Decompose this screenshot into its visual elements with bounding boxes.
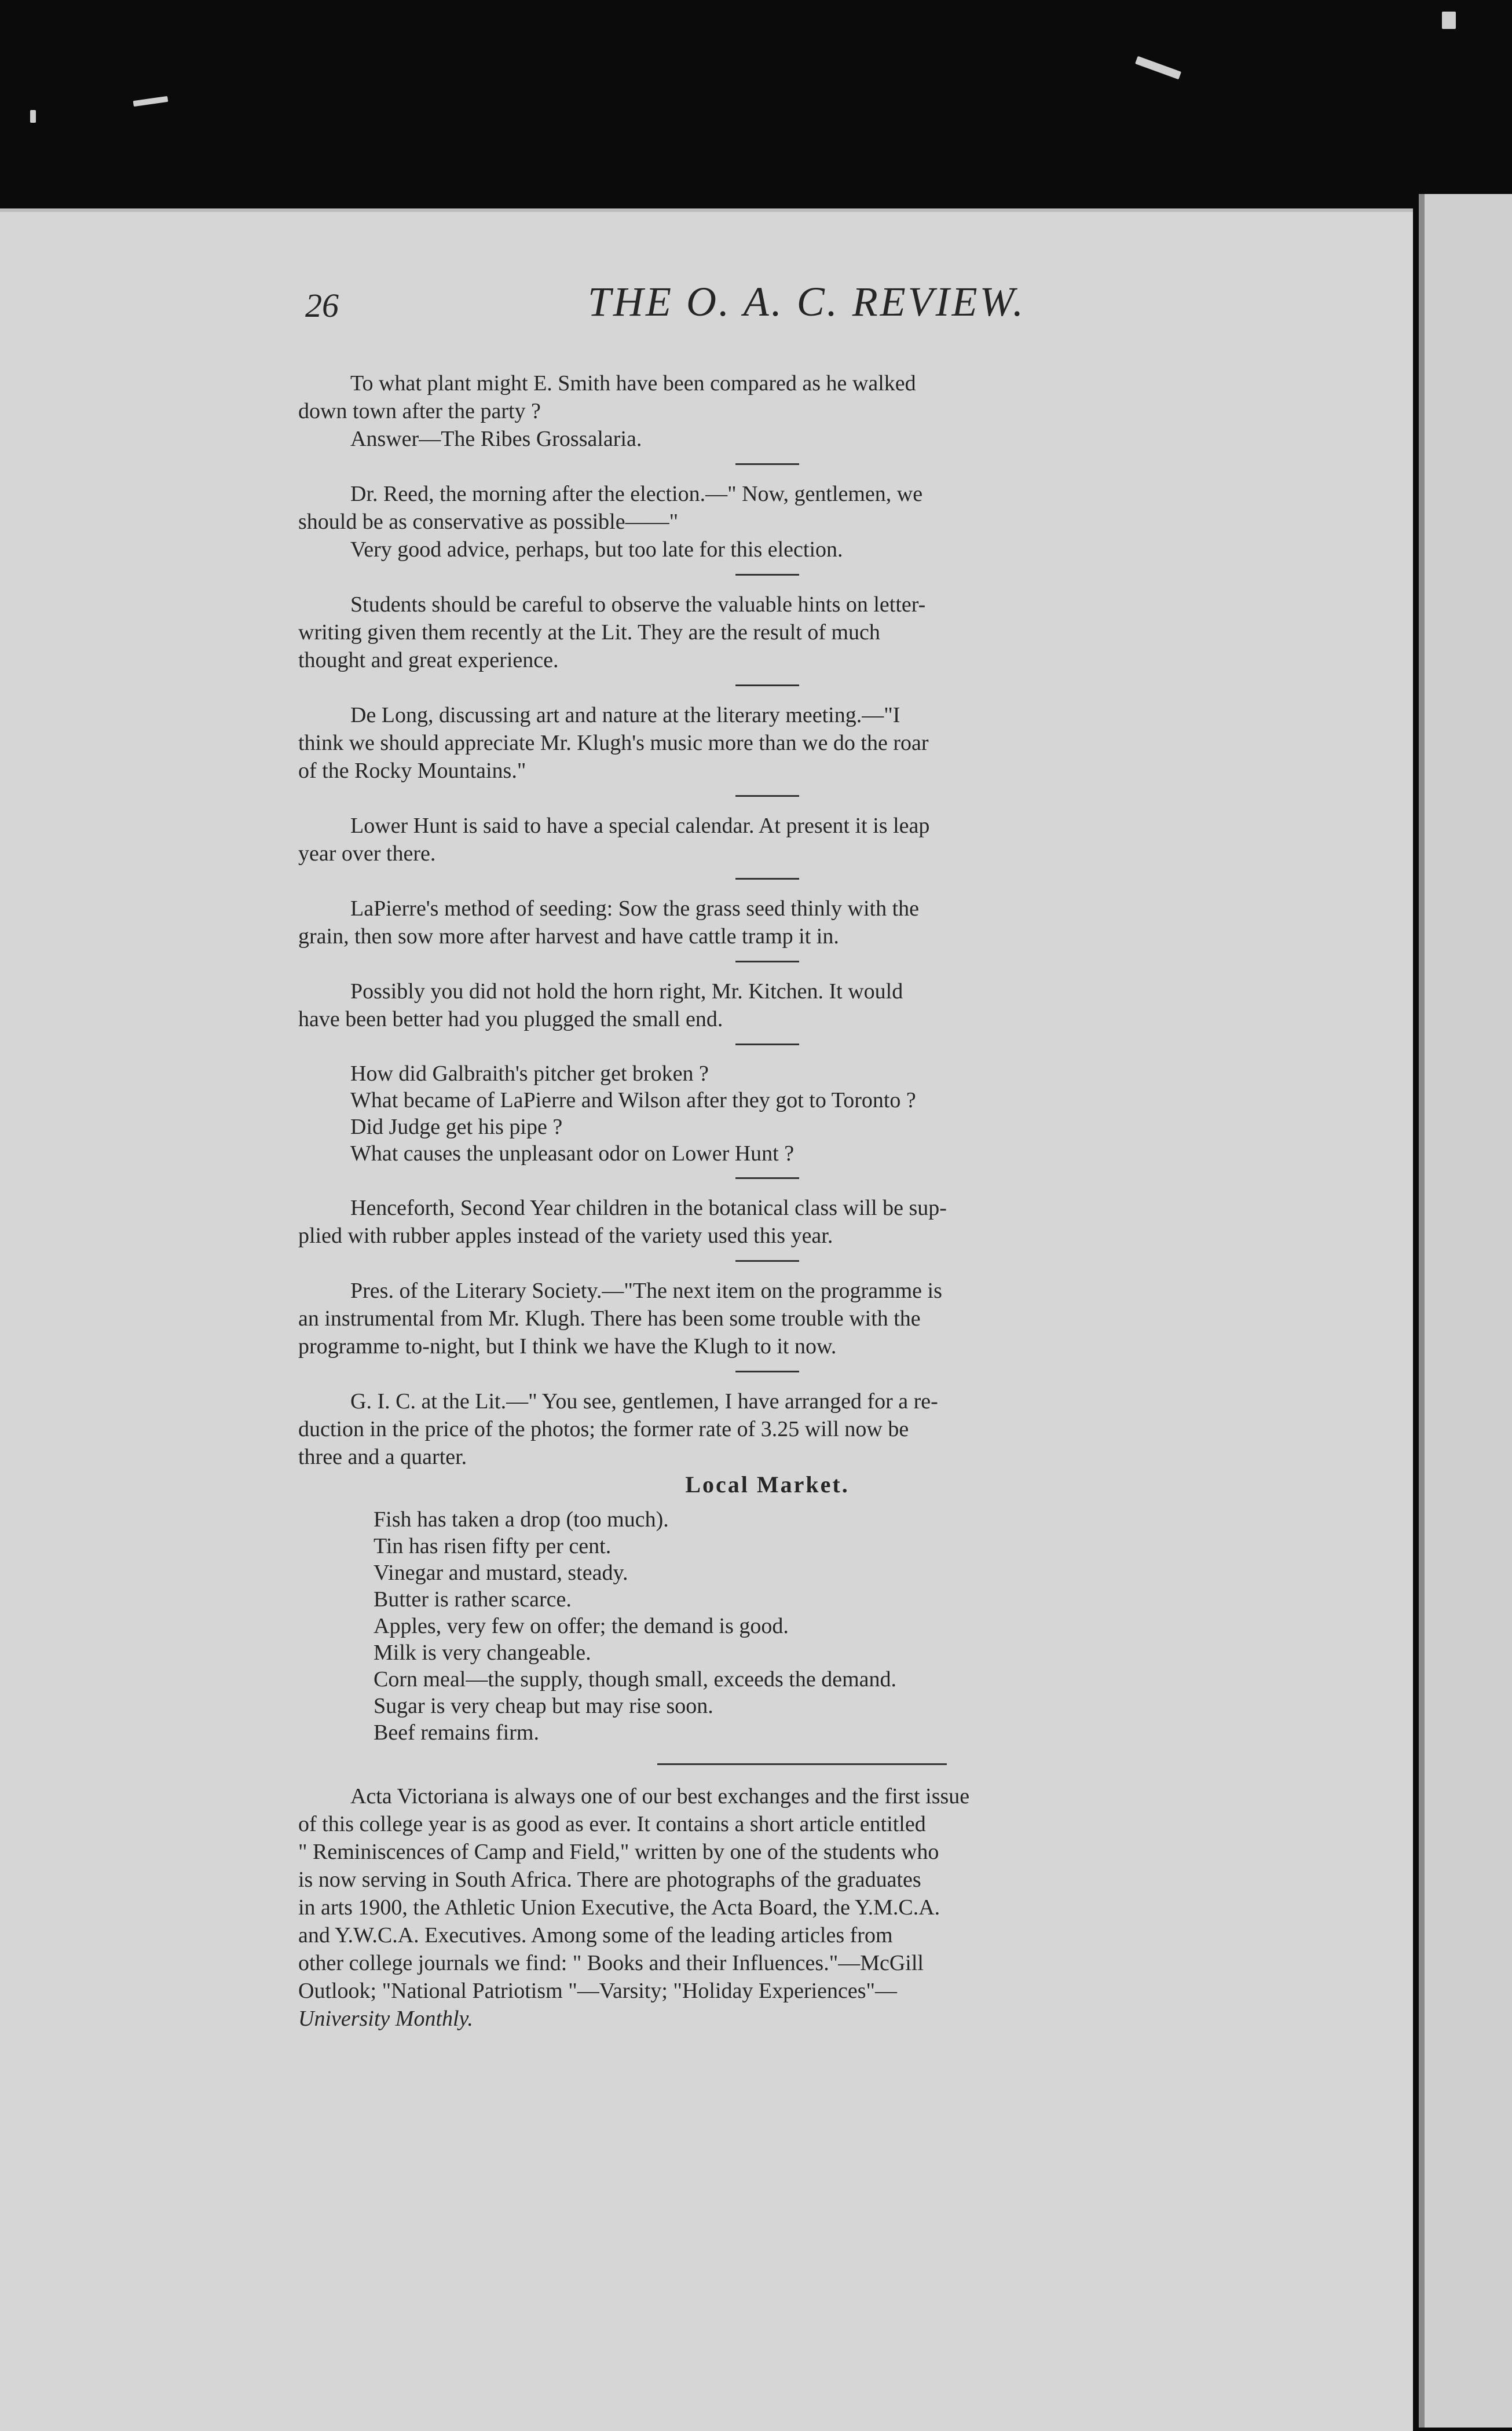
item-5: [298, 812, 1236, 867]
scan-speck: [1442, 12, 1456, 29]
text-line: Very good advice, perhaps, but too late for this election.: [350, 537, 843, 562]
text-line: of the Rocky Mountains.": [298, 759, 526, 783]
divider: [735, 684, 799, 686]
list-item: What causes the unpleasant odor on Lower Hunt ?: [350, 1141, 795, 1166]
text-line: Pres. of the Literary Society.—"The next item on the programme is: [350, 1279, 942, 1303]
list-item: Apples, very few on offer; the demand is good.: [374, 1614, 789, 1638]
text-line: three and a quarter.: [298, 1445, 467, 1469]
text-line: of this college year is as good as ever. It contains a short article entitled: [298, 1812, 926, 1836]
text-line: De Long, discussing art and nature at the literary meeting.—"I: [350, 703, 900, 727]
question-list: [298, 1060, 1236, 1167]
divider: [735, 463, 799, 465]
text-line: To what plant might E. Smith have been compared as he walked: [350, 371, 916, 396]
list-item: Corn meal—the supply, though small, exceeds the demand.: [374, 1667, 897, 1692]
page-number: 26: [305, 287, 339, 324]
acta-paragraph: [298, 1782, 1236, 2033]
divider: [735, 795, 799, 797]
item-8: [298, 1194, 1236, 1250]
item-1: [298, 369, 1236, 453]
text-line: duction in the price of the photos; the former rate of 3.25 will now be: [298, 1417, 909, 1441]
list-item: Vinegar and mustard, steady.: [374, 1561, 628, 1585]
adjacent-page-edge: [1419, 194, 1512, 2428]
text-line: Students should be careful to observe the valuable hints on letter-: [350, 592, 926, 617]
text-line: an instrumental from Mr. Klugh. There has been some trouble with the: [298, 1306, 921, 1331]
text-line: LaPierre's method of seeding: Sow the grass seed thinly with the: [350, 896, 919, 921]
divider: [735, 574, 799, 576]
divider: [735, 878, 799, 880]
text-line: Lower Hunt is said to have a special calendar. At present it is leap: [350, 814, 930, 838]
running-title: THE O. A. C. REVIEW.: [588, 279, 1026, 325]
item-4: [298, 701, 1236, 785]
text-line: in arts 1900, the Athletic Union Executive, the Acta Board, the Y.M.C.A.: [298, 1895, 940, 1920]
page-header: [298, 278, 1236, 347]
text-line: down town after the party ?: [298, 399, 541, 423]
text-line: is now serving in South Africa. There are photographs of the graduates: [298, 1868, 921, 1892]
text-line: writing given them recently at the Lit. They are the result of much: [298, 620, 880, 645]
text-line: University Monthly.: [298, 2007, 473, 2031]
text-line: Possibly you did not hold the horn right, Mr. Kitchen. It would: [350, 979, 903, 1004]
text-line: should be as conservative as possible——": [298, 510, 679, 534]
divider: [657, 1763, 947, 1765]
list-item: Fish has taken a drop (too much).: [374, 1507, 669, 1532]
market-list: [298, 1506, 1236, 1746]
scan-speck: [1135, 56, 1181, 80]
list-item: What became of LaPierre and Wilson after they got to Toronto ?: [350, 1088, 916, 1112]
text-line: year over there.: [298, 841, 436, 866]
divider: [735, 1260, 799, 1262]
section-heading-local-market: Local Market.: [685, 1471, 850, 1498]
item-6: [298, 895, 1236, 950]
text-line: G. I. C. at the Lit.—" You see, gentlemen, I have arranged for a re-: [350, 1389, 938, 1414]
list-item: Milk is very changeable.: [374, 1641, 591, 1665]
list-item: How did Galbraith's pitcher get broken ?: [350, 1061, 709, 1086]
text-line: and Y.W.C.A. Executives. Among some of the leading articles from: [298, 1923, 893, 1947]
text-line: grain, then sow more after harvest and have cattle tramp it in.: [298, 924, 839, 949]
text-line: other college journals we find: " Books and their Influences."—McGill: [298, 1951, 924, 1975]
item-3: [298, 591, 1236, 674]
item-7: [298, 977, 1236, 1033]
text-line: think we should appreciate Mr. Klugh's music more than we do the roar: [298, 731, 929, 755]
divider: [735, 1371, 799, 1372]
item-9: [298, 1277, 1236, 1360]
page-content: [298, 278, 1236, 2033]
list-item: Did Judge get his pipe ?: [350, 1115, 563, 1139]
text-line: Answer—The Ribes Grossalaria.: [350, 427, 642, 451]
item-10: [298, 1387, 1236, 1471]
text-line: thought and great experience.: [298, 648, 559, 672]
list-item: Butter is rather scarce.: [374, 1587, 572, 1612]
list-item: Beef remains firm.: [374, 1720, 539, 1745]
text-line: programme to-night, but I think we have the Klugh to it now.: [298, 1334, 837, 1359]
scan-speck: [133, 96, 169, 107]
text-line: have been better had you plugged the small end.: [298, 1007, 723, 1031]
divider: [735, 1177, 799, 1179]
text-line: Outlook; "National Patriotism "—Varsity; "Holiday Experiences"—: [298, 1979, 898, 2003]
scan-speck: [30, 110, 36, 123]
text-line: plied with rubber apples instead of the variety used this year.: [298, 1224, 833, 1248]
divider: [735, 1044, 799, 1045]
text-line: Dr. Reed, the morning after the election.—" Now, gentlemen, we: [350, 482, 923, 506]
divider: [735, 961, 799, 962]
item-2: [298, 480, 1236, 563]
text-line: Henceforth, Second Year children in the botanical class will be sup-: [350, 1196, 947, 1220]
list-item: Tin has risen fifty per cent.: [374, 1534, 612, 1558]
text-line: " Reminiscences of Camp and Field," written by one of the students who: [298, 1840, 939, 1864]
list-item: Sugar is very cheap but may rise soon.: [374, 1694, 713, 1718]
text-line: Acta Victoriana is always one of our best exchanges and the first issue: [350, 1784, 970, 1808]
